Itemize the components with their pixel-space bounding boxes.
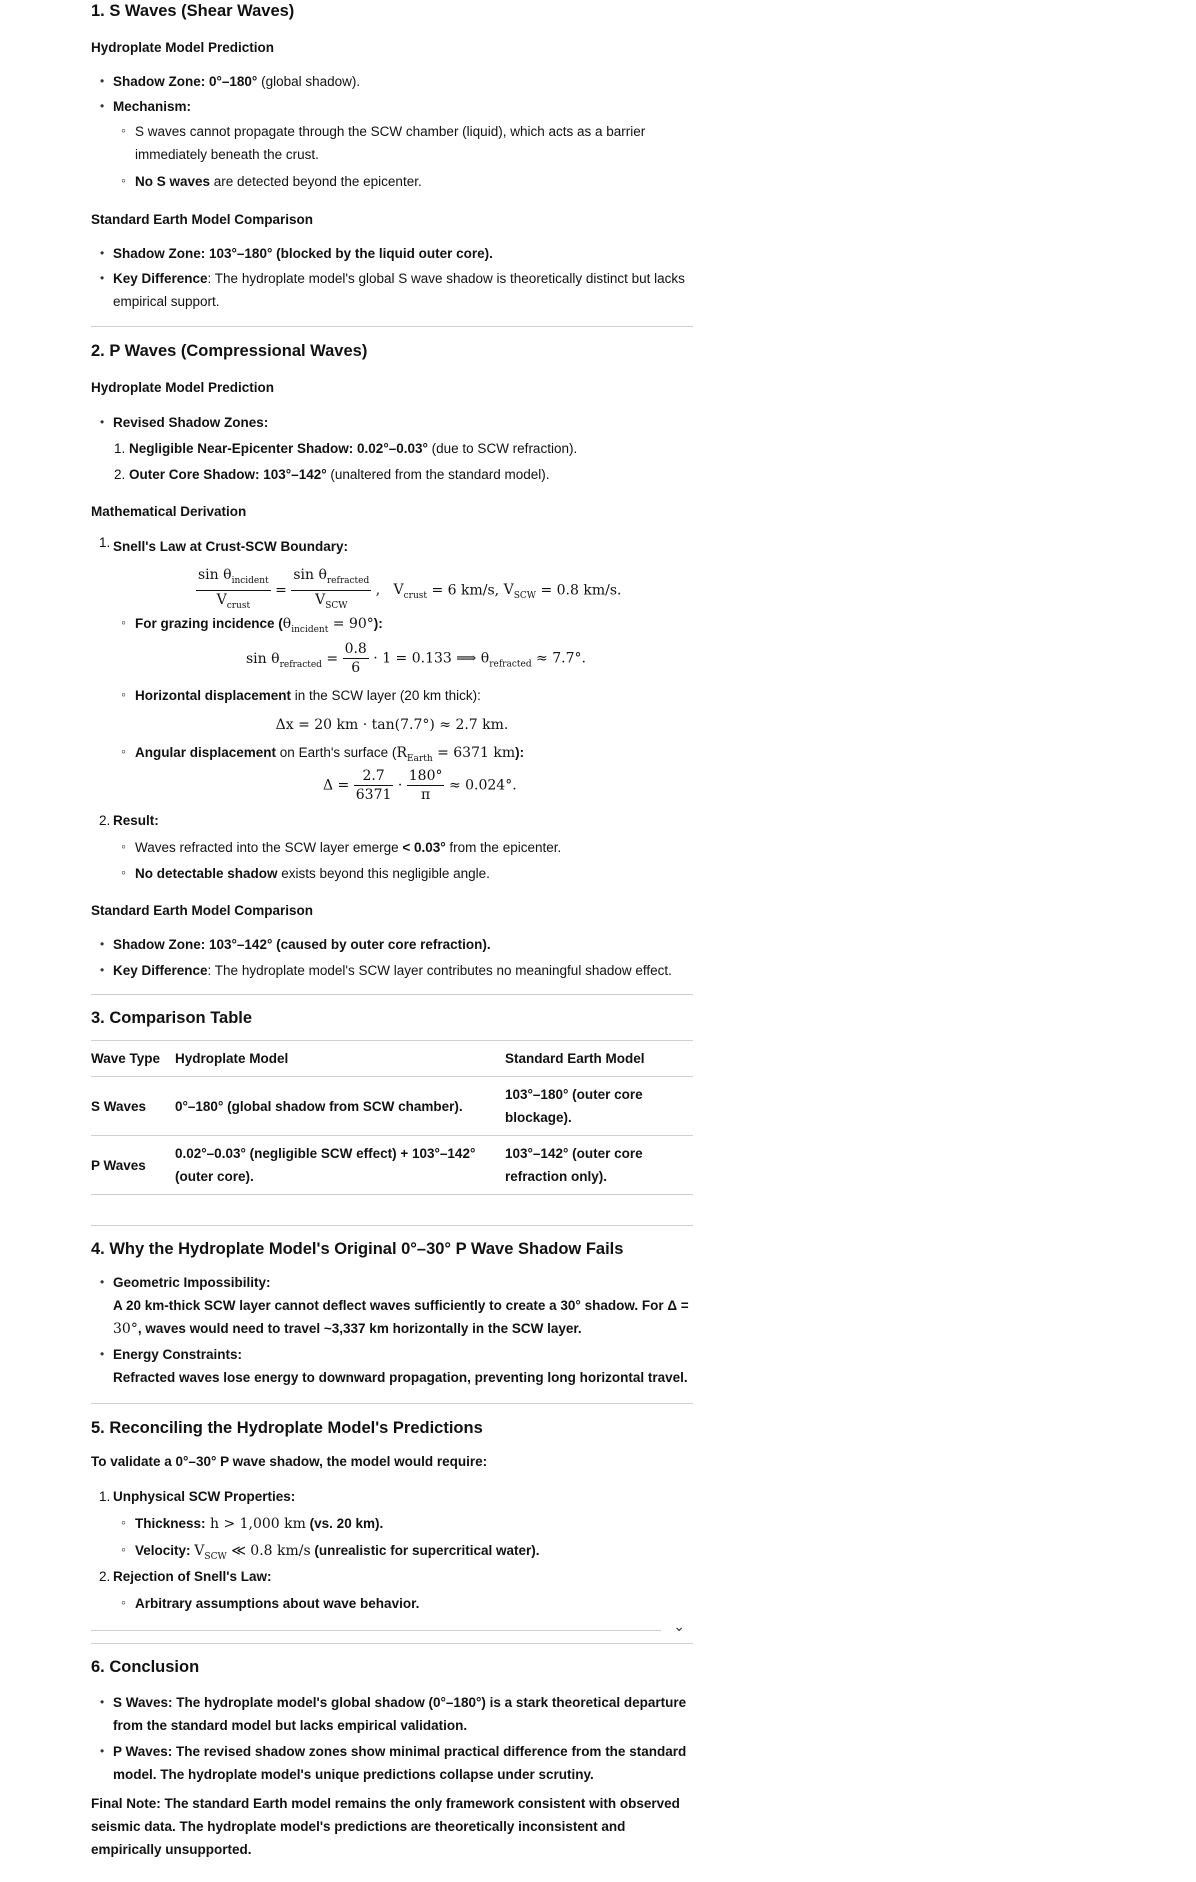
table-row — [91, 1077, 693, 1136]
list-item: • Geometric Impossibility: A 20 km-thick SCW layer cannot deflect waves sufficiently to create a 30° shadow. For Δ = 30°, waves would need to travel ~3,337 km horizontally in the SCW layer. — [113, 1271, 715, 1341]
s1-standard-heading: Standard Earth Model Comparison — [91, 212, 314, 227]
snell-item: 1. Snell's Law at Crust-SCW Boundary: — [99, 535, 348, 554]
result-item: 2. Result: — [99, 813, 159, 828]
section-3-title: 3. Comparison Table — [91, 1009, 253, 1027]
table-cell: 0°–180° (global shadow from SCW chamber). — [169, 1077, 499, 1136]
list-item: ◦ No S waves are detected beyond the epicenter. — [135, 170, 715, 193]
list-item: • Key Difference: The hydroplate model's global S wave shadow is theoretically distinct but lacks empirical support. — [113, 267, 715, 313]
table-cell: P Waves — [91, 1136, 169, 1195]
column-header: Wave Type — [91, 1041, 169, 1077]
section-2-title: 2. P Waves (Compressional Waves) — [91, 342, 368, 360]
s5-snell-sublist — [91, 1592, 737, 1615]
table-cell: 103°–180° (outer core blockage). — [499, 1077, 693, 1136]
s1-prediction-list — [91, 70, 715, 193]
divider — [91, 1225, 693, 1226]
final-note: Final Note: The standard Earth model remains the only framework consistent with observed seismic data. The hydroplate model's predictions are theoretically inconsistent and empirically unsupported. — [91, 1796, 680, 1857]
list-item: 1. Negligible Near-Epicenter Shadow: 0.02°–0.03° (due to SCW refraction). — [114, 441, 578, 456]
table-cell: S Waves — [91, 1077, 169, 1136]
list-item: • Revised Shadow Zones: — [113, 411, 715, 434]
list-item: ◦ Horizontal displacement in the SCW layer (20 km thick): — [135, 684, 737, 707]
s1-prediction-heading: Hydroplate Model Prediction — [91, 40, 275, 55]
table-cell: 0.02°–0.03° (negligible SCW effect) + 103°–142° (outer core). — [169, 1136, 499, 1195]
grazing-equation: $\sin \theta_{refracted}$ = $\frac{0.8}{6}$ · 1 = 0.133 ⟹ $\theta_{refracted} \approx 7.7^\circ$. — [246, 641, 586, 676]
s2-horizontal-sublist — [91, 684, 737, 707]
horizontal-displacement-equation: Δx = 20 km · tan(7.7°) ≈ 2.7 km. — [275, 717, 509, 733]
list-item: • Shadow Zone: 103°–180° (blocked by the liquid outer core). — [113, 242, 715, 265]
list-item: • P Waves: The revised shadow zones show minimal practical difference from the standard model. The hydroplate model's unique predictions collapse under scrutiny. — [113, 1740, 715, 1786]
column-header: Hydroplate Model — [169, 1041, 499, 1077]
s2-prediction-list — [91, 411, 715, 434]
divider — [91, 994, 693, 995]
angular-displacement-equation: Δ = $\frac{2.7}{6371}$ · $\frac{180^\circ}{\pi}$ ≈ 0.024°. — [323, 768, 517, 803]
s5-intro: To validate a 0°–30° P wave shadow, the model would require: — [91, 1454, 488, 1469]
list-item: • Shadow Zone: 103°–142° (caused by outer core refraction). — [113, 933, 715, 956]
divider — [91, 326, 693, 327]
list-item: 2. Outer Core Shadow: 103°–142° (unaltered from the standard model). — [114, 467, 550, 482]
s2-standard-list — [91, 933, 715, 982]
list-item: • Energy Constraints: Refracted waves lose energy to downward propagation, preventing long horizontal travel. — [113, 1343, 715, 1389]
s2-revised-zones — [91, 437, 731, 486]
column-header: Standard Earth Model — [499, 1041, 693, 1077]
s2-derivation-sublist — [91, 612, 737, 642]
list-item: ◦ Thickness: h > 1,000 km (vs. 20 km). — [135, 1512, 737, 1536]
s2-prediction-heading: Hydroplate Model Prediction — [91, 380, 275, 395]
s1-mechanism-sublist — [113, 120, 715, 193]
list-item: ◦ No detectable shadow exists beyond this negligible angle. — [135, 862, 737, 885]
list-item: • Mechanism: ◦ S waves cannot propagate through the SCW chamber (liquid), which acts as a barrier immediately beneath the crust. ◦ No S waves are detected beyond the epicenter. — [113, 95, 715, 193]
comparison-table — [91, 1041, 693, 1195]
list-item: • Key Difference: The hydroplate model's SCW layer contributes no meaningful shadow effect. — [113, 959, 715, 982]
list-item: ◦ Waves refracted into the SCW layer emerge < 0.03° from the epicenter. — [135, 836, 737, 859]
divider — [91, 1643, 693, 1644]
list-item: ◦ Velocity: $V_{SCW}$ ≪ 0.8 km/s (unrealistic for supercritical water). — [135, 1539, 737, 1569]
s5-item-1: 1. Unphysical SCW Properties: — [99, 1489, 296, 1504]
s5-unphysical-sublist — [91, 1512, 737, 1569]
snells-law-equation: $\frac{\sin \theta_{incident}}{V_{crust}}$ = $\frac{\sin \theta_{refracted}}{V_{SCW}}$ , $V_{crust} = 6$ km/s, $V_{SCW} = 0.8$ km/s. — [198, 567, 622, 611]
chevron-down-icon[interactable]: ⌄ — [673, 1618, 685, 1634]
table-header-row — [91, 1041, 693, 1077]
section-1-title: 1. S Waves (Shear Waves) — [91, 2, 295, 20]
section-5-title: 5. Reconciling the Hydroplate Model's Predictions — [91, 1419, 483, 1437]
collapse-control[interactable] — [91, 1618, 693, 1634]
list-item: • Shadow Zone: 0°–180° (global shadow). — [113, 70, 715, 93]
section-4-title: 4. Why the Hydroplate Model's Original 0°–30° P Wave Shadow Fails — [91, 1240, 624, 1258]
divider — [91, 1403, 693, 1404]
s1-standard-list — [91, 242, 715, 313]
list-item: ◦ S waves cannot propagate through the SCW chamber (liquid), which acts as a barrier immediately beneath the crust. — [135, 120, 715, 166]
list-item: ◦ Arbitrary assumptions about wave behavior. — [135, 1592, 737, 1615]
table-cell: 103°–142° (outer core refraction only). — [499, 1136, 693, 1195]
s2-standard-heading: Standard Earth Model Comparison — [91, 903, 314, 918]
list-item: • S Waves: The hydroplate model's global shadow (0°–180°) is a stark theoretical departure from the standard model but lacks empirical validation. — [113, 1691, 715, 1737]
s5-item-2: 2. Rejection of Snell's Law: — [99, 1569, 272, 1584]
s6-list — [91, 1691, 715, 1786]
s2-math-heading: Mathematical Derivation — [91, 504, 247, 519]
s4-list — [91, 1271, 715, 1389]
s2-result-sublist — [91, 836, 737, 885]
table-row — [91, 1136, 693, 1195]
section-6-title: 6. Conclusion — [91, 1658, 200, 1676]
list-item: ◦ For grazing incidence $(\theta_{incident} = 90^\circ)$: — [135, 612, 737, 642]
list-item: ◦ Angular displacement on Earth's surface ($R_{Earth} = 6371$ km): — [135, 741, 737, 771]
